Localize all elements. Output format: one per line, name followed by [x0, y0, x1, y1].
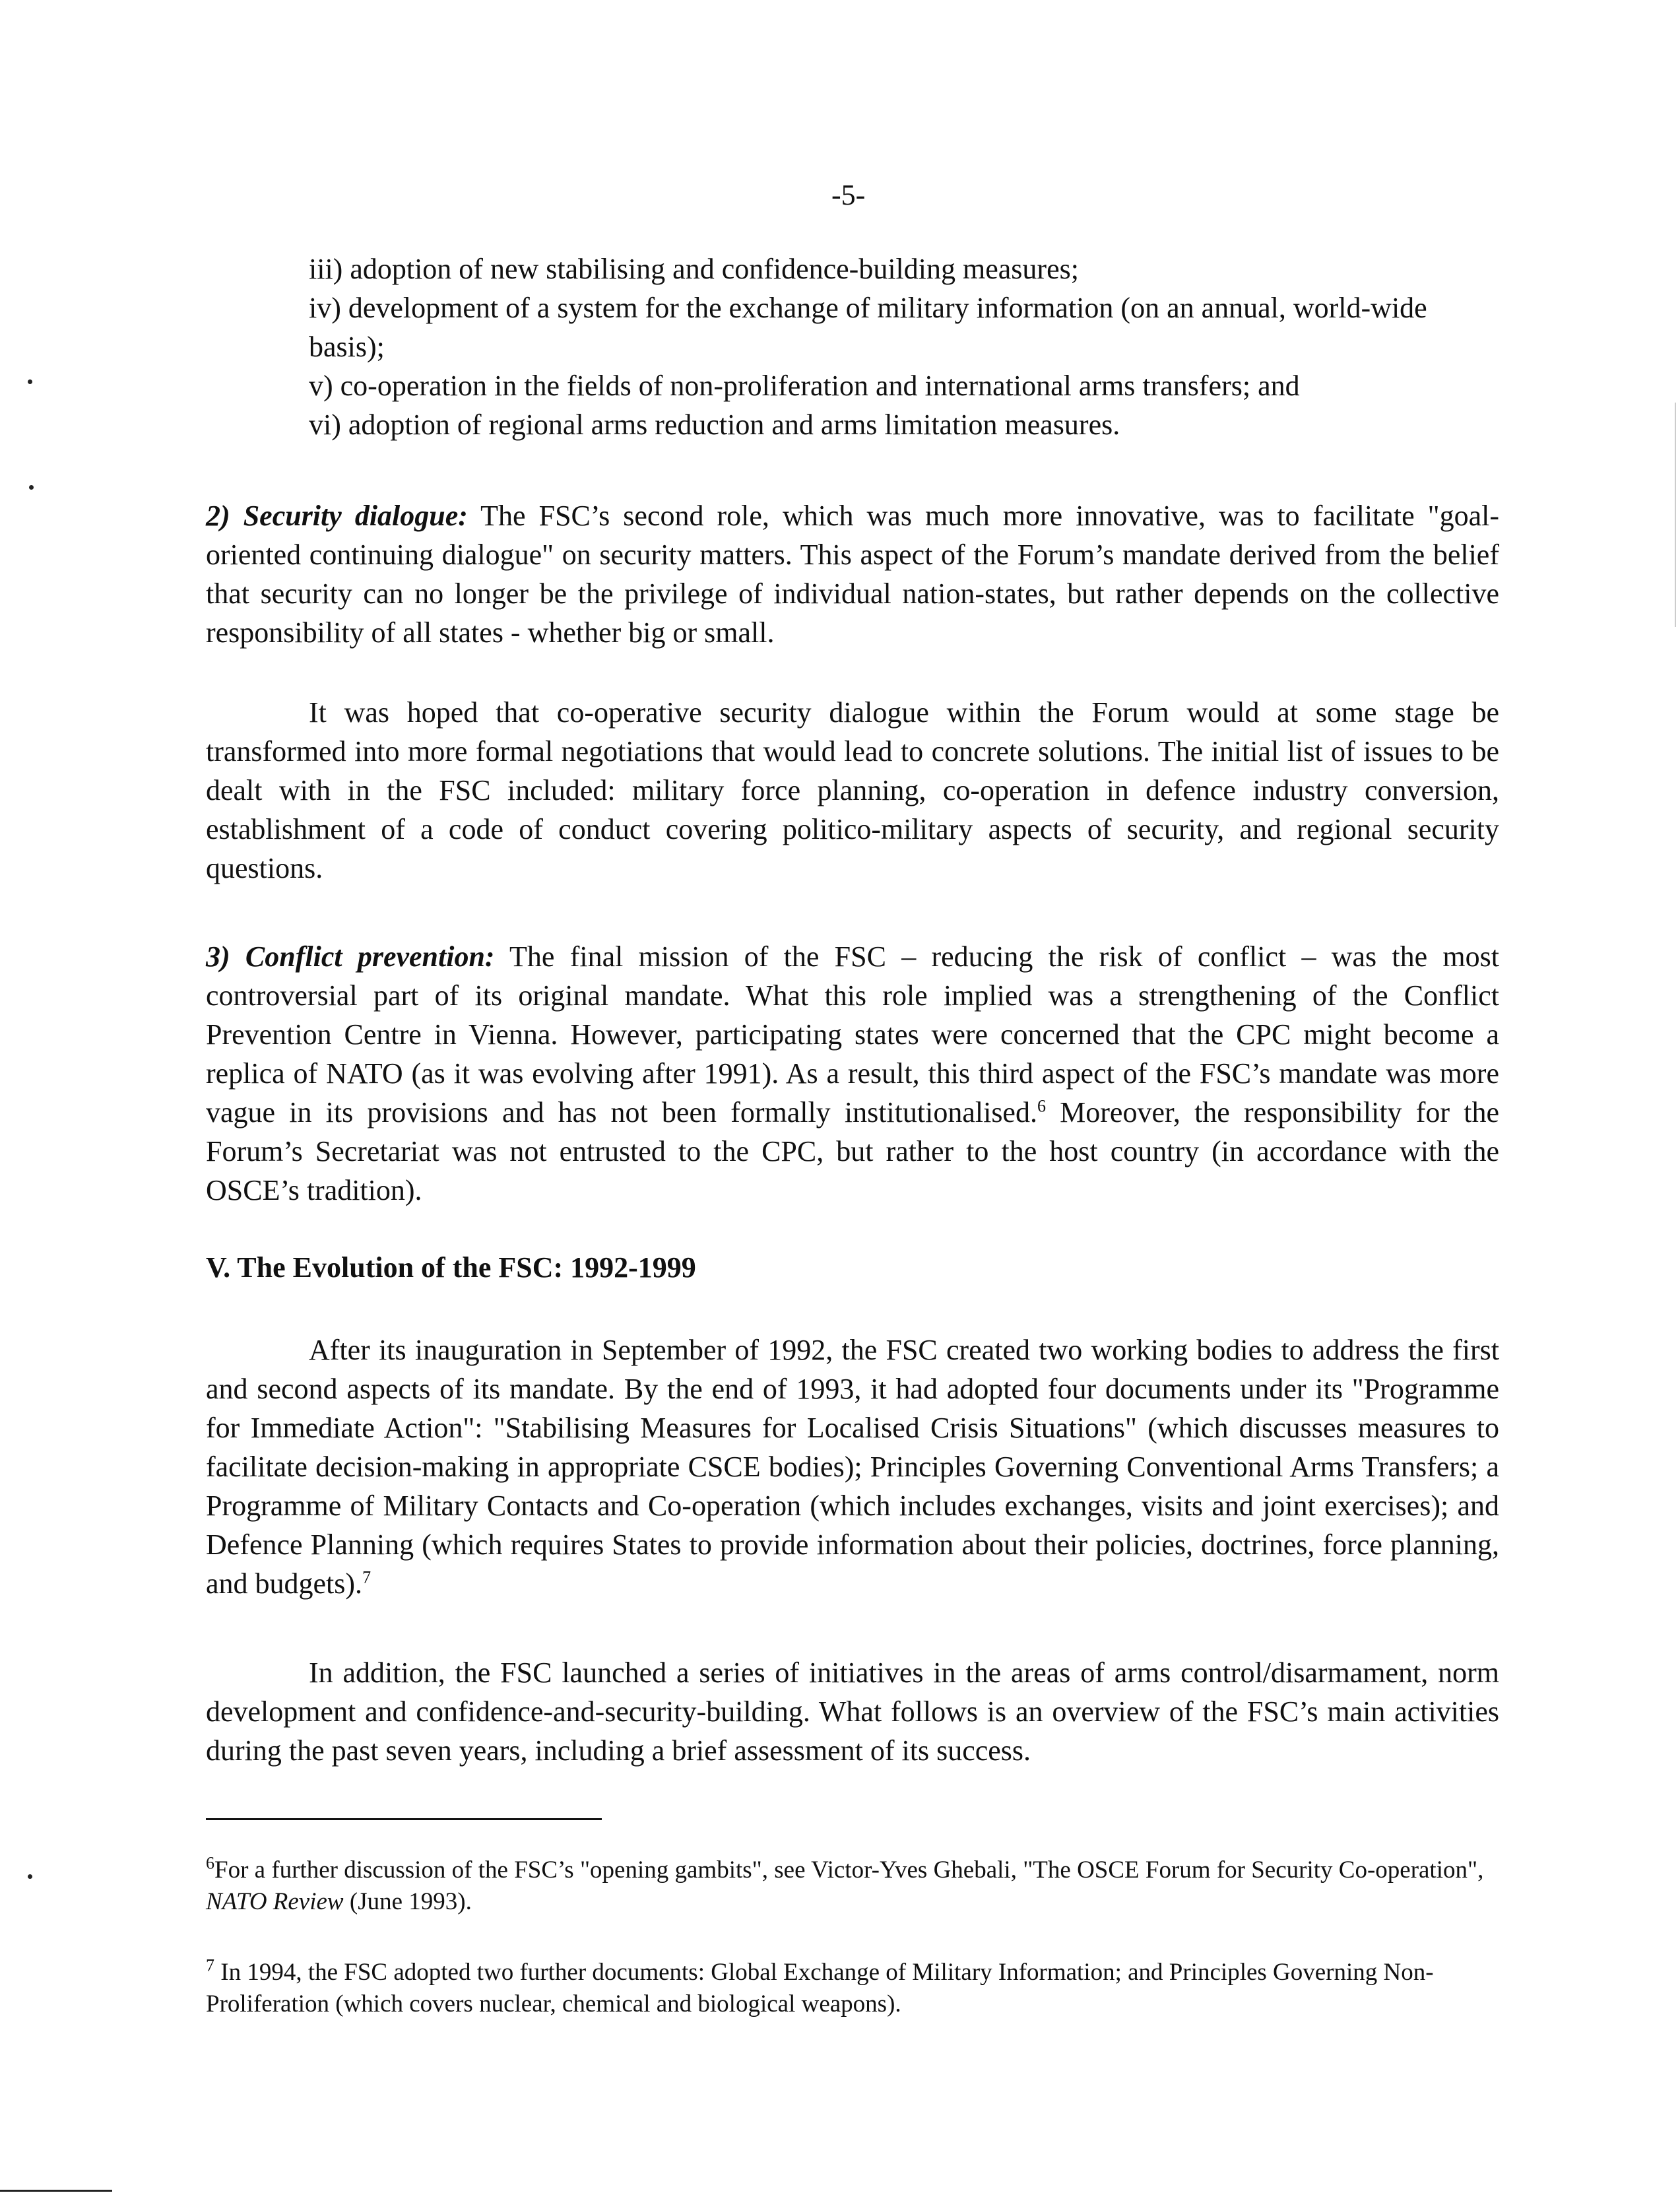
footnote-text-end: (June 1993).: [343, 1888, 472, 1915]
security-dialogue-body: The FSC’s second role, which was much more innovative, was to facilitate "goal-oriented continuing dialogue" on security matters. This aspect of the Forum’s mandate derived from the belief that security can no longer be the privilege of individual nation-states, but rather depends on the collective responsibility of all states - whether big or small.: [206, 500, 1499, 649]
addition-paragraph: In addition, the FSC launched a series of initiatives in the areas of arms control/disarmament, norm development and confidence-and-security-building. What follows is an overview of the FSC’s main activities during the past seven years, including a brief assessment of its success.: [206, 1656, 1499, 1767]
security-dialogue-paragraph: [206, 496, 1499, 652]
footnote-journal: NATO Review: [206, 1888, 344, 1915]
footnote-ref-7: 7: [362, 1567, 372, 1587]
scan-speck: [29, 485, 34, 490]
footnote-divider: [206, 1818, 602, 1820]
conflict-prevention-lead: 3) Conflict prevention:: [206, 940, 495, 973]
footnote-text: In 1994, the FSC adopted two further documents: Global Exchange of Military Information; and Principles Governing Non-Proliferation (which covers nuclear, chemical and biological weapons).: [206, 1959, 1434, 2017]
list-item: v) co-operation in the fields of non-proliferation and international arms transfers; and: [309, 370, 1300, 402]
footnote-7: [206, 1957, 1499, 2020]
list-item: vi) adoption of regional arms reduction and arms limitation measures.: [309, 409, 1120, 441]
footnote-mark: 6: [206, 1853, 214, 1873]
scan-speck: [28, 1874, 32, 1879]
scan-edge-mark: [0, 2190, 112, 2192]
conflict-prevention-paragraph: [206, 937, 1499, 1210]
inauguration-body: After its inauguration in September of 1992, the FSC created two working bodies to address the first and second aspects of its mandate. By the end of 1993, it had adopted four documents under its "Programme for Immediate Action": "Stabilising Measures for Localised Crisis Situations" (which discusses measures to facilitate decision-making in appropriate CSCE bodies); Principles Governing Conventional Arms Transfers; a Programme of Military Contacts and Co-operation (which includes exchanges, visits and joint exercises); and Defence Planning (which requires States to provide information about their policies, doctrines, force planning, and budgets).: [206, 1334, 1499, 1600]
conflict-prevention-body-end: Moreover, the responsibility for the Forum’s Secretariat was not entrusted to the CPC, but rather to the host country (in accordance with the OSCE’s tradition).: [206, 1096, 1499, 1206]
footnote-text: For a further discussion of the FSC’s "opening gambits", see Victor-Yves Ghebali, "The OSCE Forum for Security Co-operation",: [214, 1856, 1484, 1884]
scan-edge-mark: [1675, 403, 1676, 627]
list-item: iv) development of a system for the exchange of military information (on an annual, world-wide basis);: [309, 292, 1427, 363]
security-dialogue-lead: 2) Security dialogue:: [206, 500, 468, 532]
hoped-paragraph: It was hoped that co-operative security dialogue within the Forum would at some stage be transformed into more formal negotiations that would lead to concrete solutions. The initial list of issues to be dealt with in the FSC included: military force planning, co-operation in defence industry conversion, establishment of a code of conduct covering politico-military aspects of security, and regional security questions.: [206, 696, 1499, 884]
scan-speck: [28, 379, 32, 384]
section-heading: V. The Evolution of the FSC: 1992-1999: [206, 1251, 696, 1284]
footnote-6: [206, 1854, 1499, 1918]
footnote-mark: 7: [206, 1955, 214, 1975]
conflict-prevention-body: The final mission of the FSC – reducing the risk of conflict – was the most controversial part of its original mandate. What this role implied was a strengthening of the Conflict Prevention Centre in Vienna. However, participating states were concerned that the CPC might become a replica of NATO (as it was evolving after 1991). As a result, this third aspect of the FSC’s mandate was more vague in its provisions and has not been formally institutionalised.: [206, 940, 1499, 1129]
footnote-ref-6: 6: [1037, 1096, 1046, 1116]
page-number: -5-: [831, 179, 866, 211]
measures-list: [309, 249, 1503, 444]
list-item: iii) adoption of new stabilising and confidence-building measures;: [309, 253, 1079, 285]
inauguration-paragraph: [206, 1330, 1499, 1603]
